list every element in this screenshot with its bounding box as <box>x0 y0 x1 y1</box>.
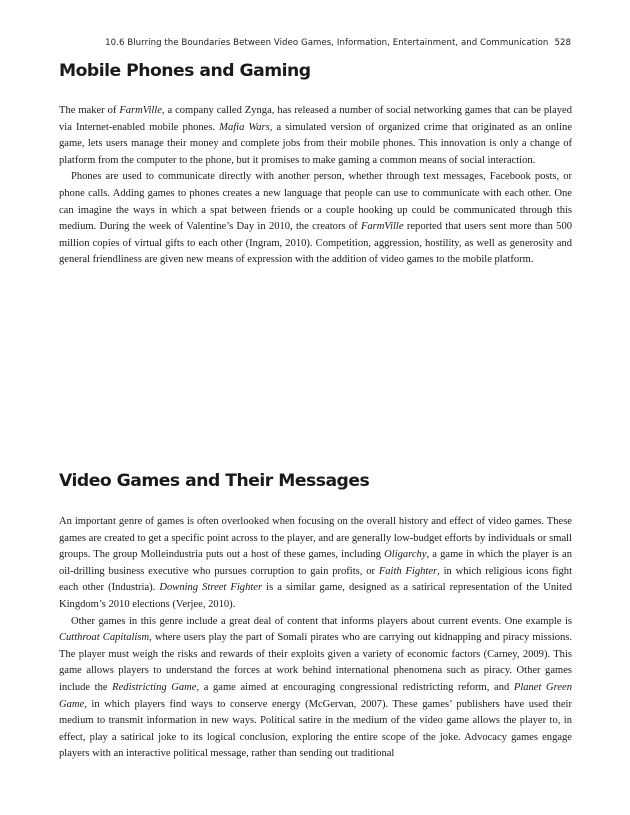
paragraph: The maker of FarmVille, a company called Zynga, has released a number of social networking games that can be played via Internet-enabled mobile phones. Mafia Wars, a simulated version of organized crime that originated as an online game, lets users manage their money and complete jobs from their mobile phones. This innovation is only a change of platform from the computer to the phone, but it promises to make gaming a common means of social interaction. <box>59 105 572 166</box>
section-heading-video-games-messages: Video Games and Their Messages <box>59 471 370 491</box>
paragraph: Phones are used to communicate directly with another person, whether through text messages, Facebook posts, or phone calls. Adding games to phones creates a new language that people can use to communicate with each other. One can imagine the ways in which a spat between friends or a couple hooking up could be communicated through this medium. During the week of Valentine’s Day in 2010, the creators of FarmVille reported that users sent more than 500 million copies of virtual gifts to each other (Ingram, 2010). Competition, aggression, hostility, as well as generosity and general friendliness are given new means of expression with the addition of video games to the mobile platform. <box>59 171 572 266</box>
section-heading-mobile-phones: Mobile Phones and Gaming <box>59 61 311 81</box>
italic-title: FarmVille <box>119 105 162 116</box>
section-body-mobile-phones <box>59 103 572 269</box>
italic-title: Redistricting Game <box>112 681 197 693</box>
italic-title: FarmVille <box>360 221 404 233</box>
italic-title: Oligarchy <box>384 549 427 561</box>
italic-title: Mafia Wars <box>219 121 270 133</box>
italic-title: Planet Green Game <box>59 681 572 710</box>
section-body-video-games-messages <box>59 514 572 763</box>
paragraph: An important genre of games is often overlooked when focusing on the overall history and effect of video games. These games are created to get a specific point across to the player, and are generally low-budget efforts by individuals or small groups. The group Molleindustria puts out a host of these games, including Oligarchy, a game in which the player is an oil-drilling business executive who pursues corruption to gain profits, or Faith Fighter, in which religious icons fight each other (Industria). Downing Street Fighter is a similar game, designed as a satirical representation of the United Kingdom’s 2010 elections (Verjee, 2010). <box>59 516 573 610</box>
running-header <box>105 38 571 48</box>
italic-title: Cutthroat Capitalism <box>59 632 150 644</box>
italic-title: Downing Street Fighter <box>159 582 263 594</box>
paragraph: Other games in this genre include a great deal of content that informs players about current events. One example is Cutthroat Capitalism, where users play the part of Somali pirates who are carrying out kidnapping and piracy missions. The player must weigh the risks and rewards of their exploits given a variety of economic factors (Carney, 2009). This game allows players to understand the forces at work behind international phenomena such as piracy. Other games include the Redistricting Game, a game aimed at encouraging congressional redistricting reform, and Planet Green Game, in which players find ways to conserve energy (McGervan, 2007). These games’ publishers have used their medium to transmit information in new ways. Political satire in the medium of the video game allows the player to, in effect, play a satirical joke to its logical conclusion, exploring the entire scope of the joke. Advocacy games engage players with an interactive political message, rather than sending out traditional <box>59 615 572 760</box>
italic-title: Faith Fighter <box>378 565 438 577</box>
running-header-title: 10.6 Blurring the Boundaries Between Video Games, Information, Entertainment, and Communication <box>105 38 549 48</box>
page-number: 528 <box>554 38 571 48</box>
